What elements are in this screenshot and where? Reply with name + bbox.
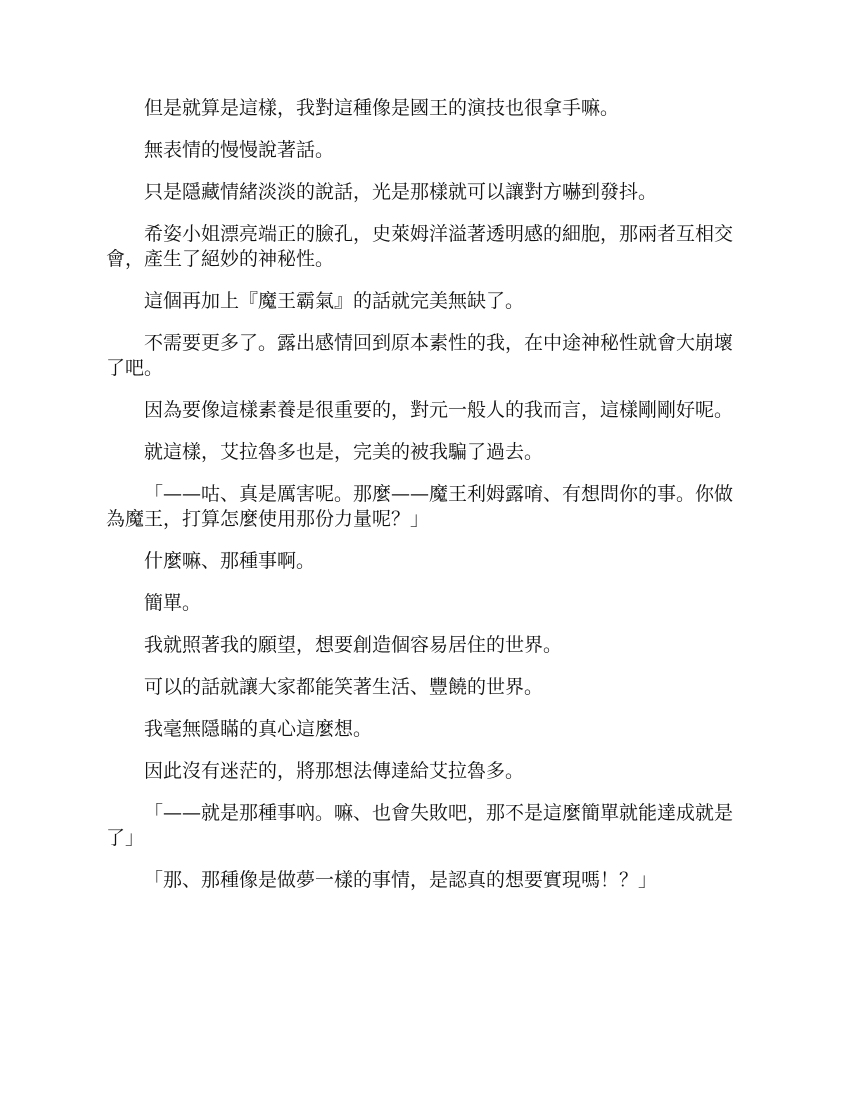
paragraph: 無表情的慢慢說著話。 (144, 139, 335, 161)
paragraph: 希姿小姐漂亮端正的臉孔，史萊姆洋溢著透明感的細胞，那兩者互相交會，產生了絕妙的神秘性。 (106, 223, 734, 270)
paragraph: 「那、那種像是做夢一樣的事情，是認真的想要實現嗎！？」 (144, 869, 658, 891)
paragraph: 這個再加上『魔王霸氣』的話就完美無缺了。 (144, 290, 525, 312)
paragraph: 可以的話就讓大家都能笑著生活、豐饒的世界。 (144, 676, 544, 698)
paragraph: 簡單。 (144, 592, 202, 614)
paragraph: 「——咕、真是厲害呢。那麼——魔王利姆露唷、有想問你的事。你做為魔王，打算怎麼使用那份力量呢？」 (106, 483, 734, 530)
paragraph: 不需要更多了。露出感情回到原本素性的我，在中途神秘性就會大崩壞了吧。 (106, 332, 734, 379)
paragraph: 只是隱藏情緒淡淡的說話，光是那樣就可以讓對方嚇到發抖。 (144, 181, 658, 203)
paragraph: 但是就算是這樣，我對這種像是國王的演技也很拿手嘛。 (144, 97, 620, 119)
paragraph: 我毫無隱瞞的真心這麼想。 (144, 718, 373, 740)
paragraph: 就這樣，艾拉魯多也是，完美的被我騙了過去。 (144, 441, 544, 463)
paragraph: 我就照著我的願望，想要創造個容易居住的世界。 (144, 634, 563, 656)
paragraph: 因此沒有迷茫的，將那想法傳達給艾拉魯多。 (144, 760, 525, 782)
paragraph: 「——就是那種事吶。嘛、也會失敗吧，那不是這麼簡單就能達成就是了」 (106, 802, 734, 849)
paragraph: 什麼嘛、那種事啊。 (144, 550, 316, 572)
paragraph: 因為要像這樣素養是很重要的，對元一般人的我而言，這樣剛剛好呢。 (144, 399, 734, 421)
document-page (106, 96, 748, 910)
